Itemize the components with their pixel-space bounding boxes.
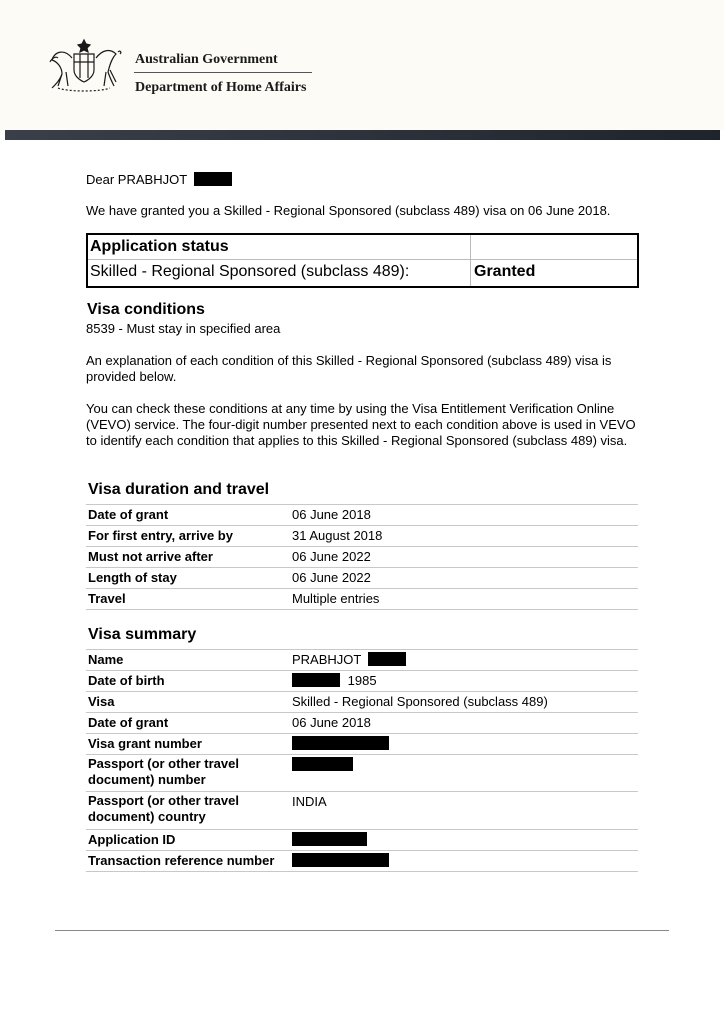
org-divider bbox=[134, 72, 312, 73]
redacted-application-id bbox=[292, 832, 367, 846]
row-value: 06 June 2022 bbox=[292, 549, 371, 564]
table-row bbox=[86, 791, 638, 829]
row-label: For first entry, arrive by bbox=[88, 528, 233, 543]
status-title: Application status bbox=[90, 238, 229, 255]
row-value bbox=[292, 673, 377, 689]
row-value: Skilled - Regional Sponsored (subclass 489) bbox=[292, 694, 548, 709]
row-label: Transaction reference number bbox=[88, 853, 275, 868]
table-row bbox=[86, 567, 638, 588]
table-row bbox=[86, 712, 638, 733]
row-value: 06 June 2022 bbox=[292, 570, 371, 585]
vevo-note: You can check these conditions at any time by using the Visa Entitlement Verification Online (VEVO) service. The four-digit number presented next to each condition above is used in VEVO to identify each condition that applies to this Skilled - Regional Sponsored (subclass 489) visa. bbox=[86, 401, 636, 448]
row-label: Date of grant bbox=[88, 507, 169, 522]
summary-heading: Visa summary bbox=[88, 626, 197, 643]
redacted-surname bbox=[194, 172, 232, 186]
row-label: Date of birth bbox=[88, 673, 165, 688]
name-value: PRABHJOT bbox=[292, 652, 362, 667]
row-value: Multiple entries bbox=[292, 591, 380, 606]
row-label: Date of grant bbox=[88, 715, 169, 730]
row-label: Passport (or other travel document) number bbox=[88, 756, 239, 787]
table-row bbox=[86, 691, 638, 712]
redacted-transaction-ref bbox=[292, 853, 389, 867]
application-status-box bbox=[86, 233, 639, 288]
row-value: 31 August 2018 bbox=[292, 528, 383, 543]
visa-conditions-heading: Visa conditions bbox=[87, 301, 205, 318]
table-row bbox=[86, 588, 638, 610]
row-label: Visa bbox=[88, 694, 115, 709]
redacted-surname bbox=[368, 652, 406, 666]
department-name: Department of Home Affairs bbox=[135, 80, 307, 95]
row-label: Application ID bbox=[88, 832, 176, 847]
salutation-text: Dear PRABHJOT bbox=[86, 172, 187, 187]
table-row bbox=[86, 504, 638, 525]
grant-intro: We have granted you a Skilled - Regional Sponsored (subclass 489) visa on 06 June 2018. bbox=[86, 203, 611, 218]
table-row bbox=[86, 733, 638, 754]
status-column-divider bbox=[470, 235, 471, 286]
status-divider bbox=[88, 259, 637, 260]
table-row bbox=[86, 670, 638, 691]
footer-divider bbox=[55, 930, 669, 931]
duration-heading: Visa duration and travel bbox=[88, 481, 270, 498]
org-name: Australian Government bbox=[135, 52, 278, 67]
table-row bbox=[86, 649, 638, 670]
row-value bbox=[292, 853, 389, 869]
row-value: INDIA bbox=[292, 794, 327, 809]
redacted-grant-number bbox=[292, 736, 389, 750]
table-row bbox=[86, 850, 638, 872]
row-label: Length of stay bbox=[88, 570, 177, 585]
row-value: 06 June 2018 bbox=[292, 507, 371, 522]
table-row bbox=[86, 525, 638, 546]
condition-item: 8539 - Must stay in specified area bbox=[86, 321, 281, 336]
row-value bbox=[292, 832, 367, 848]
redacted-passport-number bbox=[292, 757, 353, 771]
coat-of-arms-icon bbox=[44, 36, 124, 96]
row-label: Visa grant number bbox=[88, 736, 202, 751]
row-label: Passport (or other travel document) country bbox=[88, 793, 239, 824]
row-value bbox=[292, 736, 389, 752]
table-row bbox=[86, 546, 638, 567]
salutation bbox=[86, 172, 232, 188]
table-row bbox=[86, 754, 638, 791]
table-row bbox=[86, 829, 638, 850]
row-label: Travel bbox=[88, 591, 126, 606]
status-value: Granted bbox=[474, 263, 536, 280]
birth-year-value: 1985 bbox=[347, 673, 377, 688]
conditions-explanation: An explanation of each condition of this Skilled - Regional Sponsored (subclass 489) visa is provided below. bbox=[86, 353, 612, 384]
status-visa-label: Skilled - Regional Sponsored (subclass 489): bbox=[90, 263, 410, 280]
row-value: 06 June 2018 bbox=[292, 715, 371, 730]
row-value bbox=[292, 757, 353, 773]
summary-table bbox=[86, 649, 638, 872]
row-label: Name bbox=[88, 652, 124, 667]
row-label: Must not arrive after bbox=[88, 549, 213, 564]
letterhead-bar bbox=[5, 130, 720, 140]
redacted-birth-date bbox=[292, 673, 340, 687]
duration-table bbox=[86, 504, 638, 610]
row-value bbox=[292, 652, 406, 668]
